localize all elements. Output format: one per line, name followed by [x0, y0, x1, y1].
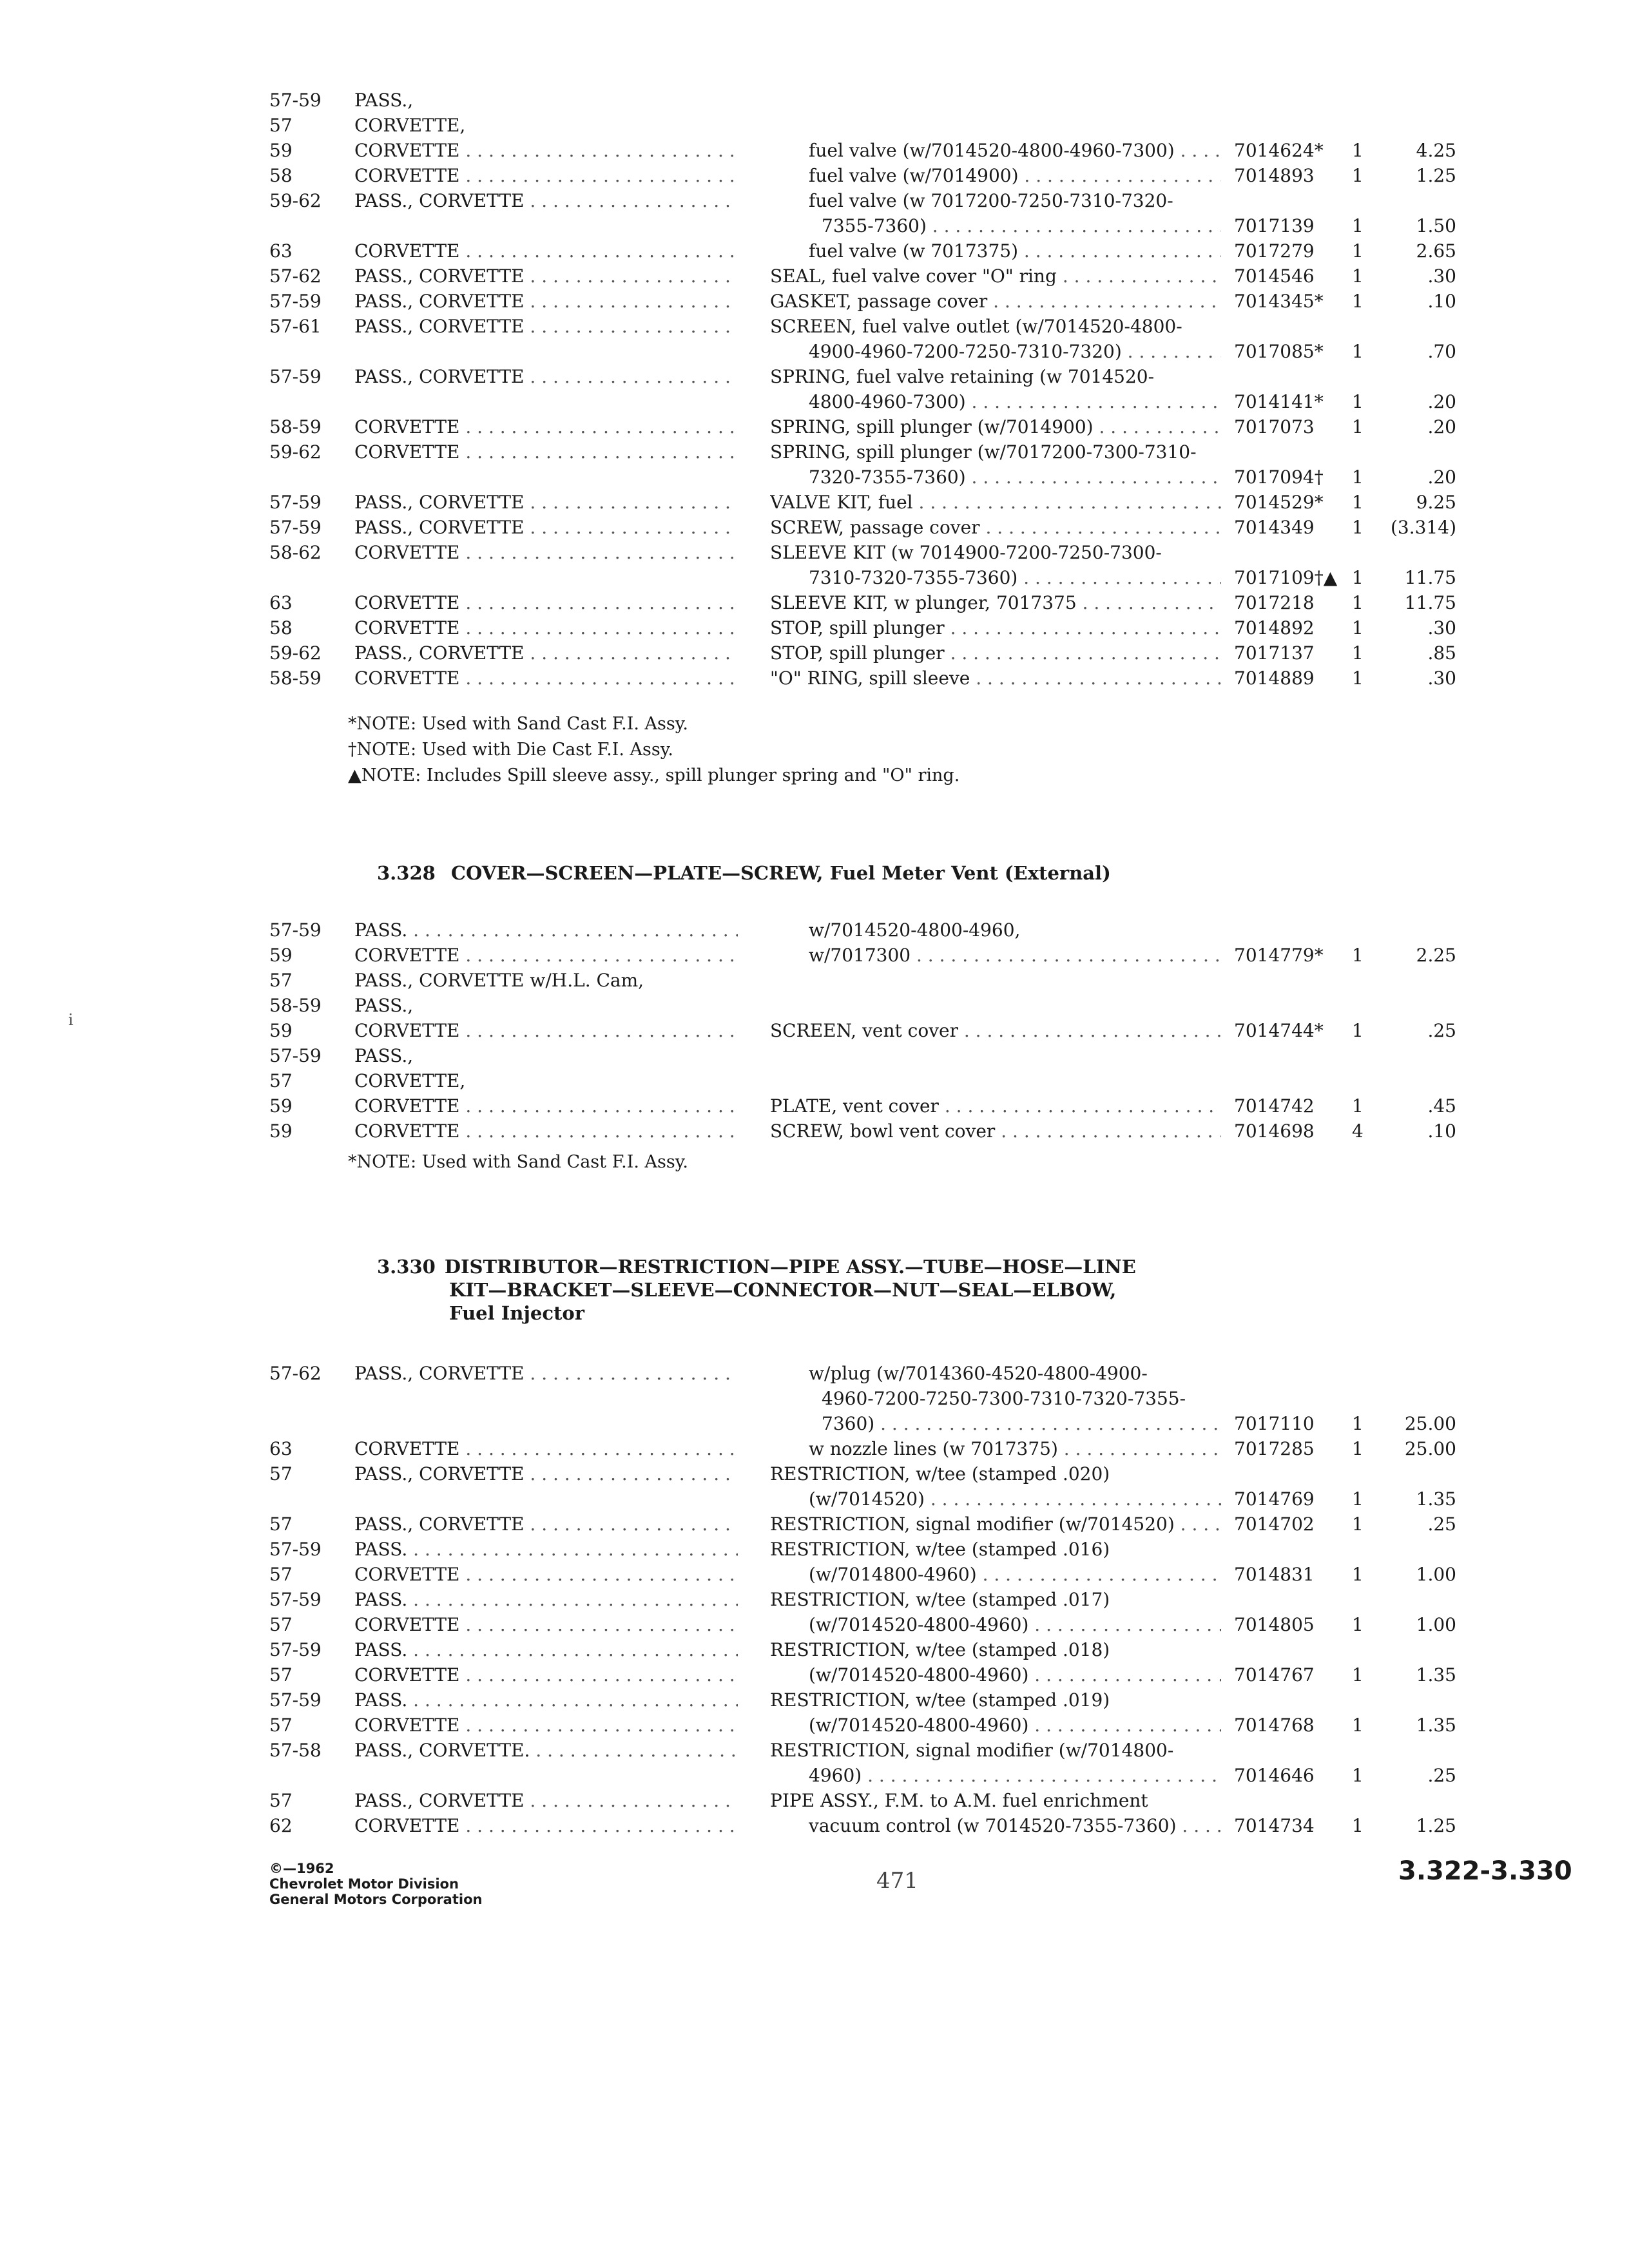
table-row [0, 314, 1629, 339]
footer-publisher [269, 1861, 482, 1907]
year-cell: 57 [269, 1614, 293, 1635]
year-cell: 58-59 [269, 995, 322, 1016]
model-cell: PASS. . . . [354, 918, 738, 943]
part-number-cell: 7014734 [1234, 1815, 1315, 1836]
price-cell: 9.25 [1416, 492, 1456, 513]
part-number-cell: 7014546 [1234, 265, 1315, 287]
model-cell: PASS., CORVETTE . . . [354, 1461, 738, 1486]
table-row [0, 289, 1629, 314]
price-cell: .10 [1427, 291, 1456, 312]
description-cell: fuel valve (w/7014520-4800-4960-7300) . . . [809, 138, 1221, 163]
description-cell: VALVE KIT, fuel . . . [770, 490, 1221, 515]
part-number-cell: 7014767 [1234, 1664, 1315, 1686]
model-cell: CORVETTE . . . [354, 1562, 738, 1587]
part-number-cell: 7017137 [1234, 642, 1315, 664]
table-row [0, 918, 1629, 943]
year-cell: 57-59 [269, 517, 322, 538]
part-number-cell: 7014529* [1234, 492, 1324, 513]
year-cell: 59-62 [269, 190, 322, 211]
part-number-cell: 7017110 [1234, 1413, 1315, 1434]
quantity-cell: 1 [1352, 617, 1364, 639]
table-row [0, 1813, 1629, 1838]
model-cell: PASS., [354, 90, 414, 111]
year-cell: 59 [269, 1095, 293, 1117]
description-cell: w/7014520-4800-4960, [809, 919, 1021, 941]
table-row [0, 1486, 1629, 1512]
section-vent-cover-parts [0, 918, 1629, 1144]
part-number-cell: 7017218 [1234, 592, 1315, 613]
price-cell: 25.00 [1404, 1438, 1456, 1459]
model-cell: CORVETTE . . . [354, 943, 738, 968]
year-cell: 57-59 [269, 366, 322, 387]
footnote: *NOTE: Used with Sand Cast F.I. Assy. [348, 1152, 688, 1172]
price-cell: .30 [1427, 617, 1456, 639]
section3-title-line1: DISTRIBUTOR—RESTRICTION—PIPE ASSY.—TUBE—HOSE—LINE [444, 1256, 1136, 1278]
part-number-cell: 7014345* [1234, 291, 1324, 312]
part-number-cell: 7017094† [1234, 466, 1324, 488]
price-cell: 4.25 [1416, 140, 1456, 161]
year-cell: 57-62 [269, 1363, 322, 1384]
part-number-cell: 7014349 [1234, 517, 1315, 538]
part-number-cell: 7014892 [1234, 617, 1315, 639]
year-cell: 57-59 [269, 1539, 322, 1560]
part-number-cell: 7014779* [1234, 945, 1324, 966]
model-cell: CORVETTE . . . [354, 163, 738, 188]
table-row [0, 1436, 1629, 1461]
description-cell: "O" RING, spill sleeve . . . [770, 666, 1221, 691]
model-cell: CORVETTE . . . [354, 1018, 738, 1043]
table-row [0, 163, 1629, 188]
year-cell: 57-59 [269, 919, 322, 941]
quantity-cell: 1 [1352, 1815, 1364, 1836]
description-cell: (w/7014520-4800-4960) . . . [809, 1713, 1221, 1738]
price-cell: 1.35 [1416, 1664, 1456, 1686]
description-cell: (w/7014800-4960) . . . [809, 1562, 1221, 1587]
table-row [0, 1587, 1629, 1612]
description-cell: RESTRICTION, w/tee (stamped .019) [770, 1689, 1110, 1711]
quantity-cell: 1 [1352, 1413, 1364, 1434]
model-cell: PASS., CORVETTE . . . [354, 490, 738, 515]
model-cell: CORVETTE . . . [354, 1436, 738, 1461]
table-row [0, 1386, 1629, 1411]
year-cell: 57-61 [269, 316, 322, 337]
quantity-cell: 1 [1352, 215, 1364, 236]
year-cell: 57 [269, 115, 293, 136]
model-cell: PASS., CORVETTE . . . [354, 515, 738, 540]
model-cell: PASS. . . . [354, 1637, 738, 1662]
description-cell: SCREEN, vent cover . . . [770, 1018, 1221, 1043]
model-cell: CORVETTE . . . [354, 1662, 738, 1687]
description-cell: 7320-7355-7360) . . . [809, 465, 1221, 490]
description-cell: (w/7014520-4800-4960) . . . [809, 1662, 1221, 1687]
price-cell: .20 [1427, 416, 1456, 437]
model-cell: PASS., CORVETTE . . . [354, 364, 738, 389]
quantity-cell: 1 [1352, 668, 1364, 689]
description-cell: GASKET, passage cover . . . [770, 289, 1221, 314]
quantity-cell: 1 [1352, 1765, 1364, 1786]
table-row [0, 968, 1629, 993]
price-cell: 1.50 [1416, 215, 1456, 236]
model-cell: PASS., [354, 995, 414, 1016]
section-distributor-parts [0, 1361, 1629, 1838]
year-cell: 58-59 [269, 668, 322, 689]
description-cell: 4800-4960-7300) . . . [809, 389, 1221, 414]
part-number-cell: 7017285 [1234, 1438, 1315, 1459]
year-cell: 58-59 [269, 416, 322, 437]
model-cell: CORVETTE, [354, 115, 466, 136]
quantity-cell: 1 [1352, 165, 1364, 186]
table-row [0, 590, 1629, 615]
description-cell: fuel valve (w 7017375) . . . [809, 238, 1221, 264]
model-cell: PASS., CORVETTE . . . [354, 1512, 738, 1537]
year-cell: 57-59 [269, 1639, 322, 1660]
year-cell: 57-58 [269, 1740, 322, 1761]
table-row [0, 188, 1629, 213]
table-row [0, 565, 1629, 590]
table-row [0, 1713, 1629, 1738]
part-number-cell: 7014831 [1234, 1564, 1315, 1585]
quantity-cell: 1 [1352, 945, 1364, 966]
quantity-cell: 1 [1352, 341, 1364, 362]
table-row [0, 465, 1629, 490]
year-cell: 57-59 [269, 492, 322, 513]
price-cell: 1.00 [1416, 1614, 1456, 1635]
table-row [0, 213, 1629, 238]
table-row [0, 1093, 1629, 1119]
part-number-cell: 7014769 [1234, 1488, 1315, 1510]
year-cell: 57 [269, 1463, 293, 1485]
description-cell: RESTRICTION, w/tee (stamped .016) [770, 1539, 1110, 1560]
section3-heading [377, 1255, 1136, 1325]
year-cell: 58 [269, 165, 293, 186]
price-cell: 1.25 [1416, 165, 1456, 186]
price-cell: .30 [1427, 265, 1456, 287]
model-cell: PASS., CORVETTE . . . [354, 188, 738, 213]
price-cell: .10 [1427, 1120, 1456, 1142]
price-cell: 2.65 [1416, 240, 1456, 262]
model-cell: CORVETTE . . . [354, 590, 738, 615]
table-row [0, 364, 1629, 389]
model-cell: CORVETTE . . . [354, 615, 738, 640]
year-cell: 63 [269, 240, 293, 262]
section3-title-line2: KIT—BRACKET—SLEEVE—CONNECTOR—NUT—SEAL—ELBOW, [449, 1279, 1117, 1301]
model-cell: PASS., [354, 1045, 414, 1066]
model-cell: CORVETTE . . . [354, 1713, 738, 1738]
model-cell: PASS. . . . [354, 1537, 738, 1562]
table-row [0, 640, 1629, 666]
description-cell: SPRING, spill plunger (w/7017200-7300-7310- [770, 441, 1197, 463]
part-number-cell: 7014768 [1234, 1715, 1315, 1736]
description-cell: SLEEVE KIT (w 7014900-7200-7250-7300- [770, 542, 1162, 563]
table-row [0, 138, 1629, 163]
model-cell: CORVETTE . . . [354, 414, 738, 439]
quantity-cell: 1 [1352, 466, 1364, 488]
year-cell: 57-59 [269, 1589, 322, 1610]
description-cell: SCREEN, fuel valve outlet (w/7014520-4800- [770, 316, 1182, 337]
table-row [0, 1018, 1629, 1043]
price-cell: .20 [1427, 391, 1456, 412]
description-cell: SEAL, fuel valve cover "O" ring . . . [770, 264, 1221, 289]
description-cell: RESTRICTION, signal modifier (w/7014800- [770, 1740, 1174, 1761]
part-number-cell: 7014889 [1234, 668, 1315, 689]
quantity-cell: 1 [1352, 1564, 1364, 1585]
quantity-cell: 1 [1352, 567, 1364, 588]
section-fuel-valve-parts [0, 88, 1629, 691]
description-cell: RESTRICTION, w/tee (stamped .020) [770, 1463, 1110, 1485]
table-row [0, 1361, 1629, 1386]
price-cell: 2.25 [1416, 945, 1456, 966]
quantity-cell: 1 [1352, 416, 1364, 437]
part-number-cell: 7014624* [1234, 140, 1324, 161]
table-row [0, 515, 1629, 540]
quantity-cell: 1 [1352, 265, 1364, 287]
footnote: *NOTE: Used with Sand Cast F.I. Assy. [348, 714, 688, 734]
table-row [0, 1662, 1629, 1687]
description-cell: SCREW, bowl vent cover . . . [770, 1119, 1221, 1144]
quantity-cell: 1 [1352, 592, 1364, 613]
table-row [0, 540, 1629, 565]
table-row [0, 1763, 1629, 1788]
part-number-cell: 7014805 [1234, 1614, 1315, 1635]
table-row [0, 339, 1629, 364]
quantity-cell: 1 [1352, 240, 1364, 262]
quantity-cell: 1 [1352, 1095, 1364, 1117]
table-row [0, 1512, 1629, 1537]
price-cell: .25 [1427, 1765, 1456, 1786]
price-cell: .25 [1427, 1514, 1456, 1535]
year-cell: 62 [269, 1815, 293, 1836]
model-cell: PASS., CORVETTE . . . [354, 314, 738, 339]
price-cell: .30 [1427, 668, 1456, 689]
table-row [0, 264, 1629, 289]
quantity-cell: 1 [1352, 1614, 1364, 1635]
description-cell: SCREW, passage cover . . . [770, 515, 1221, 540]
table-row [0, 389, 1629, 414]
section2-heading [377, 861, 1111, 886]
table-row [0, 1687, 1629, 1713]
description-cell: fuel valve (w 7017200-7250-7310-7320- [809, 190, 1173, 211]
table-row [0, 1562, 1629, 1587]
table-row [0, 615, 1629, 640]
price-cell: 1.35 [1416, 1715, 1456, 1736]
description-cell: PIPE ASSY., F.M. to A.M. fuel enrichment [770, 1790, 1148, 1811]
year-cell: 57 [269, 970, 293, 991]
model-cell: PASS. . . . [354, 1587, 738, 1612]
model-cell: PASS., CORVETTE . . . [354, 264, 738, 289]
section3-title-line3: Fuel Injector [449, 1302, 584, 1324]
model-cell: PASS., CORVETTE . . . [354, 289, 738, 314]
description-cell: RESTRICTION, w/tee (stamped .018) [770, 1639, 1110, 1660]
price-cell: 25.00 [1404, 1413, 1456, 1434]
table-row [0, 1461, 1629, 1486]
description-cell: 7310-7320-7355-7360) . . . [809, 565, 1221, 590]
quantity-cell: 4 [1352, 1120, 1364, 1142]
description-cell: (w/7014520-4800-4960) . . . [809, 1612, 1221, 1637]
description-cell: fuel valve (w/7014900) . . . [809, 163, 1221, 188]
part-number-cell: 7017085* [1234, 341, 1324, 362]
section3-number: 3.330 [377, 1256, 436, 1278]
model-cell: CORVETTE . . . [354, 1093, 738, 1119]
model-cell: CORVETTE . . . [354, 238, 738, 264]
page-number: 471 [876, 1868, 918, 1894]
price-cell: 1.35 [1416, 1488, 1456, 1510]
description-cell: vacuum control (w 7014520-7355-7360) . . . [809, 1813, 1221, 1838]
section2-number: 3.328 [377, 862, 436, 884]
table-row [0, 993, 1629, 1018]
quantity-cell: 1 [1352, 1438, 1364, 1459]
margin-mark: i [68, 1011, 73, 1029]
part-number-cell: 7017073 [1234, 416, 1315, 437]
part-number-cell: 7014141* [1234, 391, 1324, 412]
part-number-cell: 7014893 [1234, 165, 1315, 186]
table-row [0, 943, 1629, 968]
description-cell: RESTRICTION, signal modifier (w/7014520) . . . [770, 1512, 1221, 1537]
year-cell: 57 [269, 1564, 293, 1585]
year-cell: 57-59 [269, 90, 322, 111]
part-number-cell: 7017279 [1234, 240, 1315, 262]
model-cell: CORVETTE, [354, 1070, 466, 1091]
section-range: 3.322-3.330 [1398, 1856, 1572, 1886]
quantity-cell: 1 [1352, 1664, 1364, 1686]
description-cell: SPRING, fuel valve retaining (w 7014520- [770, 366, 1155, 387]
part-number-cell: 7014646 [1234, 1765, 1315, 1786]
table-row [0, 1068, 1629, 1093]
model-cell: PASS., CORVETTE . . . [354, 1788, 738, 1813]
table-row [0, 1537, 1629, 1562]
model-cell: CORVETTE . . . [354, 540, 738, 565]
description-cell: w nozzle lines (w 7017375) . . . [809, 1436, 1221, 1461]
part-number-cell: 7014698 [1234, 1120, 1315, 1142]
description-cell: STOP, spill plunger . . . [770, 615, 1221, 640]
description-cell: SPRING, spill plunger (w/7014900) . . . [770, 414, 1221, 439]
model-cell: PASS., CORVETTE w/H.L. Cam, [354, 970, 644, 991]
year-cell: 58 [269, 617, 293, 639]
model-cell: PASS., CORVETTE . . . [354, 1361, 738, 1386]
price-cell: .20 [1427, 466, 1456, 488]
part-number-cell: 7014742 [1234, 1095, 1315, 1117]
footnote: †NOTE: Used with Die Cast F.I. Assy. [348, 740, 673, 760]
price-cell: 11.75 [1404, 567, 1456, 588]
price-cell: .25 [1427, 1020, 1456, 1041]
year-cell: 57 [269, 1070, 293, 1091]
table-row [0, 1612, 1629, 1637]
year-cell: 59 [269, 1020, 293, 1041]
year-cell: 59 [269, 1120, 293, 1142]
description-cell: (w/7014520) . . . [809, 1486, 1221, 1512]
table-row [0, 88, 1629, 113]
description-cell: 7360) . . . [822, 1411, 1221, 1436]
quantity-cell: 1 [1352, 1715, 1364, 1736]
table-row [0, 666, 1629, 691]
description-cell: 4900-4960-7200-7250-7310-7320) . . . [809, 339, 1221, 364]
description-cell: w/7017300 . . . [809, 943, 1221, 968]
quantity-cell: 1 [1352, 391, 1364, 412]
table-row [0, 1788, 1629, 1813]
price-cell: (3.314) [1390, 517, 1456, 538]
year-cell: 63 [269, 592, 293, 613]
description-cell: w/plug (w/7014360-4520-4800-4900- [809, 1363, 1148, 1384]
year-cell: 57 [269, 1715, 293, 1736]
part-number-cell: 7014744* [1234, 1020, 1324, 1041]
model-cell: CORVETTE . . . [354, 1119, 738, 1144]
table-row [0, 1119, 1629, 1144]
year-cell: 57-59 [269, 291, 322, 312]
description-cell: RESTRICTION, w/tee (stamped .017) [770, 1589, 1110, 1610]
description-cell: STOP, spill plunger . . . [770, 640, 1221, 666]
table-row [0, 1738, 1629, 1763]
price-cell: 11.75 [1404, 592, 1456, 613]
description-cell: 7355-7360) . . . [822, 213, 1221, 238]
model-cell: PASS., CORVETTE . . . [354, 640, 738, 666]
model-cell: PASS., CORVETTE. . . . [354, 1738, 738, 1763]
quantity-cell: 1 [1352, 642, 1364, 664]
description-cell: 4960) . . . [809, 1763, 1221, 1788]
description-cell: PLATE, vent cover . . . [770, 1093, 1221, 1119]
quantity-cell: 1 [1352, 1488, 1364, 1510]
year-cell: 57 [269, 1664, 293, 1686]
description-cell: SLEEVE KIT, w plunger, 7017375 . . . [770, 590, 1221, 615]
year-cell: 57-62 [269, 265, 322, 287]
price-cell: .85 [1427, 642, 1456, 664]
table-row [0, 414, 1629, 439]
footer-division: Chevrolet Motor Division [269, 1876, 459, 1892]
footnote: ▲NOTE: Includes Spill sleeve assy., spill plunger spring and "O" ring. [348, 765, 960, 785]
section2-title: COVER—SCREEN—PLATE—SCREW, Fuel Meter Vent (External) [450, 862, 1111, 884]
quantity-cell: 1 [1352, 517, 1364, 538]
footer-corporation: General Motors Corporation [269, 1892, 483, 1907]
model-cell: CORVETTE . . . [354, 1612, 738, 1637]
year-cell: 57-59 [269, 1045, 322, 1066]
quantity-cell: 1 [1352, 1020, 1364, 1041]
year-cell: 57 [269, 1790, 293, 1811]
quantity-cell: 1 [1352, 291, 1364, 312]
model-cell: CORVETTE . . . [354, 439, 738, 465]
part-number-cell: 7017139 [1234, 215, 1315, 236]
quantity-cell: 1 [1352, 492, 1364, 513]
quantity-cell: 1 [1352, 1514, 1364, 1535]
year-cell: 59 [269, 945, 293, 966]
year-cell: 59-62 [269, 441, 322, 463]
year-cell: 59-62 [269, 642, 322, 664]
price-cell: .45 [1427, 1095, 1456, 1117]
table-row [0, 1637, 1629, 1662]
model-cell: CORVETTE . . . [354, 666, 738, 691]
year-cell: 63 [269, 1438, 293, 1459]
model-cell: CORVETTE . . . [354, 138, 738, 163]
year-cell: 58-62 [269, 542, 322, 563]
footer-copyright: ©—1962 [269, 1861, 334, 1876]
year-cell: 57-59 [269, 1689, 322, 1711]
price-cell: 1.25 [1416, 1815, 1456, 1836]
table-row [0, 439, 1629, 465]
table-row [0, 1043, 1629, 1068]
model-cell: CORVETTE . . . [354, 1813, 738, 1838]
price-cell: .70 [1427, 341, 1456, 362]
price-cell: 1.00 [1416, 1564, 1456, 1585]
year-cell: 57 [269, 1514, 293, 1535]
table-row [0, 490, 1629, 515]
description-cell: 4960-7200-7250-7300-7310-7320-7355- [822, 1388, 1186, 1409]
part-number-cell: 7017109†▲ [1234, 567, 1338, 588]
table-row [0, 238, 1629, 264]
table-row [0, 113, 1629, 138]
table-row [0, 1411, 1629, 1436]
model-cell: PASS. . . . [354, 1687, 738, 1713]
part-number-cell: 7014702 [1234, 1514, 1315, 1535]
quantity-cell: 1 [1352, 140, 1364, 161]
year-cell: 59 [269, 140, 293, 161]
